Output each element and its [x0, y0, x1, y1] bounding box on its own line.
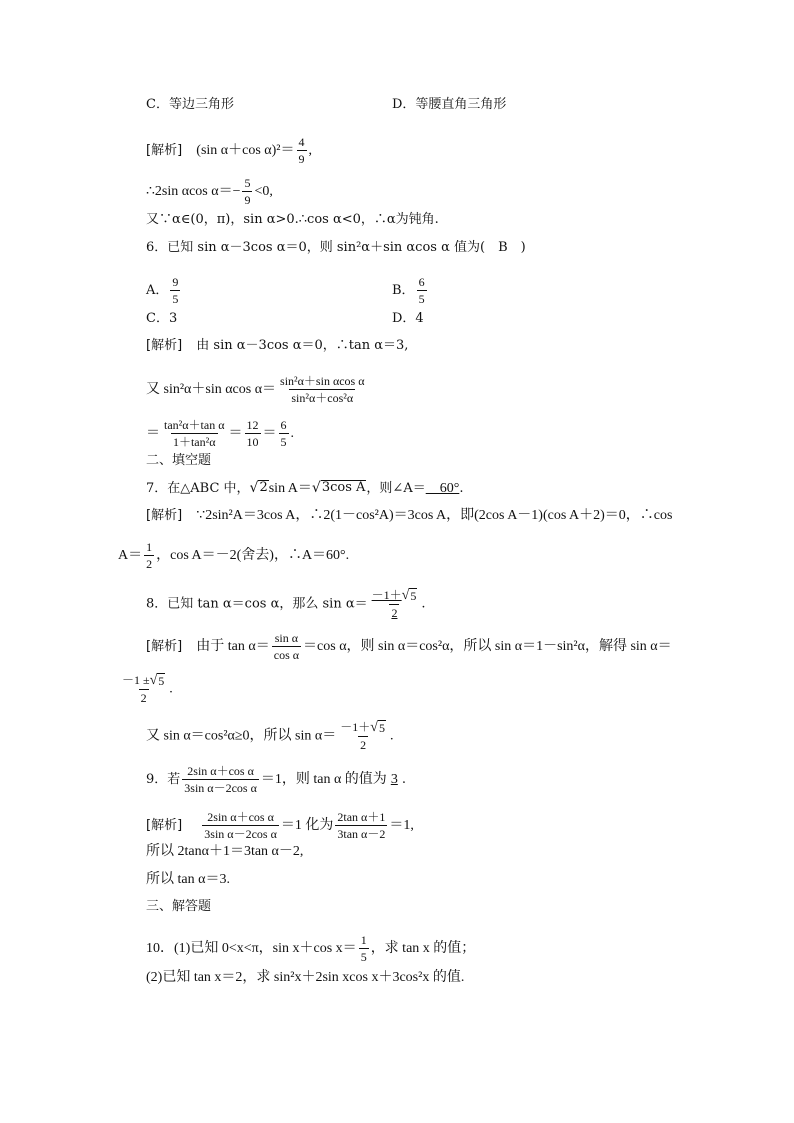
q9-analysis-line-1: [解析] $\frac{\text{2sin α＋cos α}}{\text{3sin α－2cos α}}$ ＝1 化为 $\frac{\text{2tan α＋1}}{\text{3tan α－2}}$ ＝1, — [146, 810, 414, 841]
fraction: $\frac{1}{2}$ — [146, 540, 153, 571]
analysis-tag: [解析] — [146, 508, 183, 523]
q6-analysis-line-2: 又 sin²α＋sin αcos α＝ $\frac{\text{sin²α＋sin αcos α}}{\text{sin²α＋cos²α}}$ — [146, 374, 365, 405]
q5-option-d: D．等腰直角三角形 — [392, 97, 507, 112]
section-heading-answer: 三、解答题 — [146, 899, 212, 914]
fraction: $\frac{5}{9}$ — [244, 176, 251, 207]
q8-stem: 8．已知 tan α＝cos α，那么 sin α＝ －1＋ √ 5 2 . — [146, 588, 426, 620]
q8-analysis-line-3: 又 sin α＝cos²α≥0，所以 sin α＝ －1＋ √ 5 2 . — [146, 720, 394, 752]
fraction: $\frac{9}{5}$ — [172, 275, 179, 306]
q7-answer: 60° — [425, 481, 460, 496]
q6-analysis-line-3: ＝ $\frac{\text{tan²α＋tan α}}{\text{1＋tan²α}}$ ＝ $\frac{12}{10}$ ＝ $\frac{6}{5}$ . — [146, 418, 294, 449]
sqrt: √ 3cos A — [311, 480, 366, 496]
fraction: $\frac{\text{2tan α＋1}}{\text{3tan α－2}}$ — [337, 810, 386, 841]
fraction: $\frac{4}{9}$ — [298, 135, 305, 166]
analysis-tag: [解析] — [146, 818, 183, 833]
fraction: $\frac{\text{tan²α＋tan α}}{\text{1＋tan²α}}$ — [164, 418, 225, 449]
q5-analysis-line-3: 又∵α∈(0，π)，sin α>0.∴cos α<0，∴α为钝角. — [146, 212, 439, 227]
q9-stem: 9．若 $\frac{\text{2sin α＋cos α}}{\text{3sin α－2cos α}}$ ＝1，则 tan α 的值为 3 . — [146, 764, 406, 795]
q10-part-2: (2)已知 tan x＝2，求 sin²x＋2sin xcos x＋3cos²x 的值. — [146, 970, 465, 985]
section-heading-fill-in: 二、填空题 — [146, 453, 212, 468]
analysis-tag: [解析] — [146, 143, 183, 158]
q10-part-1: 10．(1)已知 0<x<π，sin x＋cos x＝ $\frac{1}{5}$ ，求 tan x 的值； — [146, 933, 476, 964]
fraction: $\frac{\text{2sin α＋cos α}}{\text{3sin α－2cos α}}$ — [204, 810, 277, 841]
q7-analysis-line-1: [解析] ∵2sin²A＝3cos A，∴2(1－cos²A)＝3cos A，即(2cos A－1)(cos A＋2)＝0，∴cos — [146, 508, 673, 523]
analysis-tag: [解析] — [146, 639, 183, 654]
analysis-tag: [解析] — [146, 338, 183, 353]
q6-option-d: D．4 — [392, 311, 424, 326]
fraction: －1 ± √ 5 2 — [122, 673, 165, 705]
fraction: $\frac{6}{5}$ — [418, 275, 425, 306]
fraction: $\frac{12}{10}$ — [246, 418, 259, 449]
q7-analysis-line-2: A＝ $\frac{1}{2}$ ，cos A＝－2(舍去)，∴A＝60°. — [118, 540, 350, 571]
fraction: －1＋ √ 5 2 — [340, 720, 385, 752]
q6-analysis-line-1: [解析] 由 sin α－3cos α＝0，∴tan α＝3, — [146, 338, 409, 353]
q9-analysis-line-3: 所以 tan α＝3. — [146, 872, 230, 887]
q5-option-c: C．等边三角形 — [146, 97, 234, 112]
q5-analysis-line-1: [解析] (sin α＋cos α)²＝ $\frac{4}{9}$ , — [146, 135, 312, 166]
fraction: $\frac{\text{2sin α＋cos α}}{\text{3sin α－2cos α}}$ — [184, 764, 257, 795]
q6-option-c: C．3 — [146, 311, 178, 326]
q6-option-a: A． $\frac{9}{5}$ — [146, 275, 179, 306]
fraction: $\frac{6}{5}$ — [280, 418, 287, 449]
q6-stem: 6．已知 sin α－3cos α＝0，则 sin²α＋sin αcos α 值为( B ) — [146, 240, 526, 255]
q8-analysis-line-2: －1 ± √ 5 2 . — [122, 673, 173, 705]
q6-option-b: B． $\frac{6}{5}$ — [392, 275, 425, 306]
q8-analysis-line-1: [解析] 由于 tan α＝ $\frac{\text{sin α}}{\text{cos α}}$ ＝cos α，则 sin α＝cos²α，所以 sin α＝1－sin²α，解得 sin α＝ — [146, 631, 672, 662]
fraction: $\frac{\text{sin α}}{\text{cos α}}$ — [273, 631, 300, 662]
q9-analysis-line-2: 所以 2tanα＋1＝3tan α－2, — [146, 844, 304, 859]
q8-answer: －1＋ √ 5 2 — [371, 588, 417, 620]
q9-answer: 3 — [390, 772, 398, 787]
fraction: $\frac{1}{5}$ — [360, 933, 367, 964]
q7-stem: 7．在△ABC 中， √ 2 sin A＝ √ 3cos A ，则∠A＝ 60°. — [146, 480, 464, 496]
fraction: $\frac{\text{sin²α＋sin αcos α}}{\text{sin²α＋cos²α}}$ — [280, 374, 365, 405]
sqrt: √ 2 — [249, 480, 268, 496]
q5-analysis-line-2: ∴2sin αcos α＝− $\frac{5}{9}$ <0, — [146, 176, 273, 207]
